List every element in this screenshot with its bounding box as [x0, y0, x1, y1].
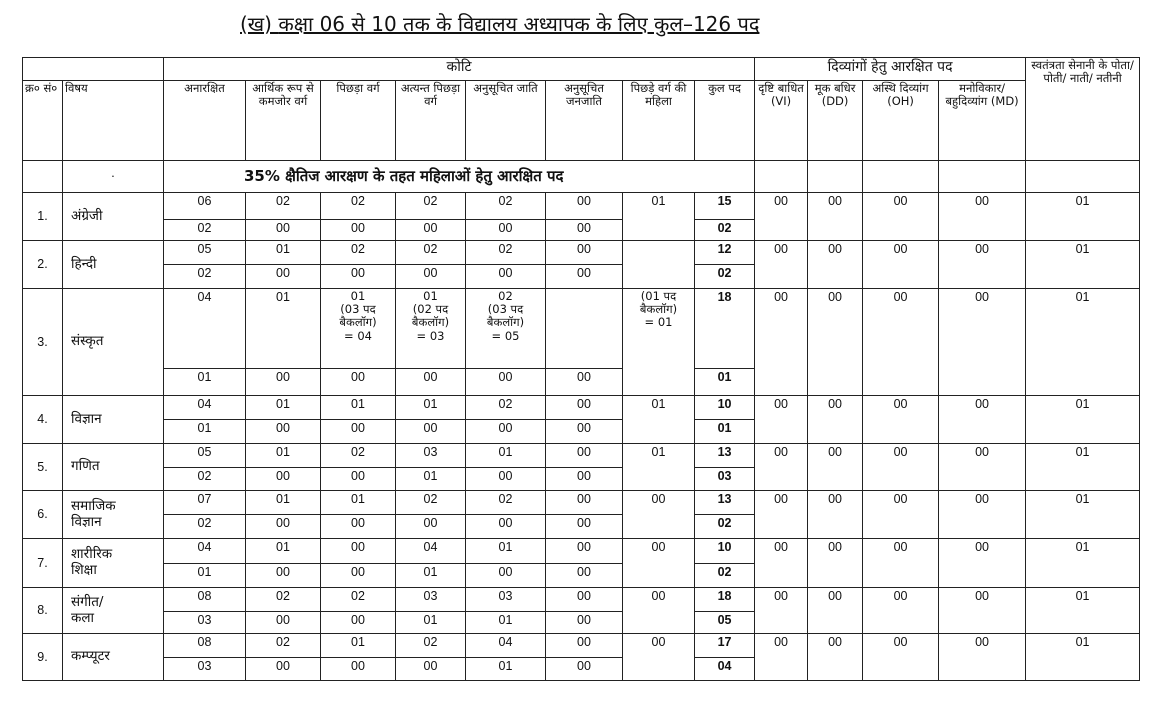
- total-women-posts: 03: [695, 468, 755, 491]
- st-posts: 00: [546, 241, 623, 265]
- oh-posts: 00: [863, 634, 939, 681]
- subject-name: गणित: [63, 444, 164, 491]
- ebc-women-posts: 01: [396, 564, 466, 588]
- md-header: मनोविकार/ बहुदिव्यांग (MD): [939, 81, 1026, 161]
- ebc-posts: 01 (02 पद बैकलॉग) = 03: [396, 289, 466, 369]
- md-posts: 00: [939, 634, 1026, 681]
- unreserved-women-posts: 01: [164, 369, 246, 396]
- total-women-posts: 01: [695, 369, 755, 396]
- sc-posts: 01: [466, 539, 546, 564]
- total-women-posts: 04: [695, 658, 755, 681]
- bc-women-posts: (01 पद बैकलॉग) = 01: [623, 289, 695, 396]
- table-row: [23, 588, 1140, 612]
- bc-women-posts: 00: [623, 588, 695, 634]
- st-posts: 00: [546, 193, 623, 220]
- md-posts: 00: [939, 241, 1026, 289]
- total-women-posts: 02: [695, 220, 755, 241]
- disability-group-header: दिव्यांगों हेतु आरक्षित पद: [755, 58, 1026, 81]
- unreserved-posts: 04: [164, 539, 246, 564]
- serial-number: 9.: [23, 634, 63, 681]
- vi-posts: 00: [755, 491, 808, 539]
- oh-posts: 00: [863, 241, 939, 289]
- category-group-header: कोटि: [164, 58, 755, 81]
- dd-posts: 00: [808, 289, 863, 396]
- total-posts: 18: [695, 289, 755, 369]
- dd-posts: 00: [808, 193, 863, 241]
- bc-women-posts: 00: [623, 634, 695, 681]
- st-posts: 00: [546, 634, 623, 658]
- oh-posts: 00: [863, 396, 939, 444]
- sc-women-posts: 00: [466, 369, 546, 396]
- total-posts: 13: [695, 491, 755, 515]
- ews-women-posts: 00: [246, 564, 321, 588]
- bc-women-posts: 00: [321, 515, 396, 539]
- sc-women-posts: 00: [466, 515, 546, 539]
- ews-women-posts: 00: [246, 369, 321, 396]
- st-women-posts: 00: [546, 220, 623, 241]
- ews-women-posts: 00: [246, 420, 321, 444]
- posts-table: [22, 57, 1140, 681]
- sc-posts: 04: [466, 634, 546, 658]
- freedom-fighter-posts: 01: [1026, 634, 1140, 681]
- st-women-posts: 00: [546, 658, 623, 681]
- ebc-women-posts: 00: [396, 220, 466, 241]
- total-women-posts: 02: [695, 564, 755, 588]
- bc-women-posts: 00: [321, 265, 396, 289]
- serial-number: 7.: [23, 539, 63, 588]
- ebc-posts: 03: [396, 444, 466, 468]
- dd-posts: 00: [808, 491, 863, 539]
- bc-header: पिछड़ा वर्ग: [321, 81, 396, 161]
- ews-women-posts: 00: [246, 658, 321, 681]
- dd-posts: 00: [808, 396, 863, 444]
- dd-posts: 00: [808, 588, 863, 634]
- table-row: [23, 396, 1140, 420]
- subject-name: कम्प्यूटर: [63, 634, 164, 681]
- st-posts: 00: [546, 396, 623, 420]
- st-women-posts: 00: [546, 468, 623, 491]
- md-posts: 00: [939, 396, 1026, 444]
- unreserved-posts: 05: [164, 241, 246, 265]
- ebc-posts: 01: [396, 396, 466, 420]
- freedom-fighter-posts: 01: [1026, 491, 1140, 539]
- women-row-dot: ·: [63, 161, 164, 193]
- subject-name: संगीत/ कला: [63, 588, 164, 634]
- md-posts: 00: [939, 539, 1026, 588]
- dd-posts: 00: [808, 444, 863, 491]
- ews-header: आर्थिक रूप से कमजोर वर्ग: [246, 81, 321, 161]
- title-text: कक्षा 06 से 10 तक के विद्यालय अध्यापक के लिए कुल–126 पद: [278, 12, 760, 36]
- dd-posts: 00: [808, 241, 863, 289]
- ews-posts: 01: [246, 396, 321, 420]
- ews-women-posts: 00: [246, 220, 321, 241]
- blank-header: [23, 58, 164, 81]
- st-women-posts: 00: [546, 564, 623, 588]
- st-women-posts: 00: [546, 369, 623, 396]
- serial-number: 1.: [23, 193, 63, 241]
- freedom-fighter-posts: 01: [1026, 588, 1140, 634]
- total-posts: 10: [695, 396, 755, 420]
- dd-header: मूक बधिर (DD): [808, 81, 863, 161]
- st-header: अनुसूचित जनजाति: [546, 81, 623, 161]
- unreserved-women-posts: 02: [164, 220, 246, 241]
- freedom-fighter-posts: 01: [1026, 396, 1140, 444]
- md-posts: 00: [939, 444, 1026, 491]
- bc-posts: 01: [321, 491, 396, 515]
- serial-number: 4.: [23, 396, 63, 444]
- total-posts: 13: [695, 444, 755, 468]
- sc-women-posts: 00: [466, 420, 546, 444]
- page-title: [240, 10, 759, 37]
- freedom-fighter-posts: 01: [1026, 193, 1140, 241]
- total-women-posts: 02: [695, 265, 755, 289]
- total-posts: 17: [695, 634, 755, 658]
- subject-name: हिन्दी: [63, 241, 164, 289]
- md-posts: 00: [939, 588, 1026, 634]
- dd-posts: 00: [808, 634, 863, 681]
- unreserved-women-posts: 01: [164, 420, 246, 444]
- vi-header: दृष्टि बाधित (VI): [755, 81, 808, 161]
- sc-women-posts: 01: [466, 612, 546, 634]
- st-posts: [546, 289, 623, 369]
- vi-posts: 00: [755, 241, 808, 289]
- ebc-posts: 02: [396, 241, 466, 265]
- st-women-posts: 00: [546, 612, 623, 634]
- subject-name: विज्ञान: [63, 396, 164, 444]
- sc-posts: 02: [466, 241, 546, 265]
- ews-posts: 01: [246, 539, 321, 564]
- md-posts: 00: [939, 289, 1026, 396]
- serial-number: 5.: [23, 444, 63, 491]
- freedom-fighter-posts: 01: [1026, 539, 1140, 588]
- table-body: [23, 193, 1140, 681]
- unreserved-posts: 04: [164, 396, 246, 420]
- st-posts: 00: [546, 491, 623, 515]
- sc-women-posts: 01: [466, 658, 546, 681]
- bc-women-posts: 00: [623, 491, 695, 539]
- unreserved-women-posts: 01: [164, 564, 246, 588]
- subject-name: शारीरिक शिक्षा: [63, 539, 164, 588]
- women-row-md: [939, 161, 1026, 193]
- table-row: [23, 193, 1140, 220]
- ebc-women-posts: 01: [396, 612, 466, 634]
- unreserved-posts: 05: [164, 444, 246, 468]
- sc-posts: 01: [466, 444, 546, 468]
- vi-posts: 00: [755, 588, 808, 634]
- ews-posts: 02: [246, 588, 321, 612]
- freedom-fighter-header: स्वतंत्रता सेनानी के पोता/ पोती/ नाती/ नतीनी: [1026, 58, 1140, 161]
- total-posts: 10: [695, 539, 755, 564]
- unreserved-header: अनारक्षित: [164, 81, 246, 161]
- oh-posts: 00: [863, 289, 939, 396]
- bc-posts: 01 (03 पद बैकलॉग) = 04: [321, 289, 396, 369]
- serial-number: 3.: [23, 289, 63, 396]
- bc-posts: 02: [321, 444, 396, 468]
- bc-women-posts: 00: [321, 220, 396, 241]
- unreserved-women-posts: 03: [164, 612, 246, 634]
- freedom-fighter-posts: 01: [1026, 444, 1140, 491]
- women-row-serial: [23, 161, 63, 193]
- bc-women-posts: 01: [623, 193, 695, 241]
- sc-women-posts: 00: [466, 468, 546, 491]
- total-women-posts: 05: [695, 612, 755, 634]
- unreserved-posts: 08: [164, 634, 246, 658]
- bc-posts: 02: [321, 241, 396, 265]
- bc-women-posts: [623, 241, 695, 289]
- serial-number: 8.: [23, 588, 63, 634]
- ews-women-posts: 00: [246, 468, 321, 491]
- ews-posts: 01: [246, 444, 321, 468]
- bc-women-posts: 00: [321, 420, 396, 444]
- total-posts: 15: [695, 193, 755, 220]
- sc-posts: 02: [466, 491, 546, 515]
- oh-posts: 00: [863, 588, 939, 634]
- vi-posts: 00: [755, 539, 808, 588]
- oh-posts: 00: [863, 444, 939, 491]
- bc-women-posts: 00: [321, 369, 396, 396]
- sc-posts: 03: [466, 588, 546, 612]
- ebc-posts: 02: [396, 193, 466, 220]
- bc-women-posts: 01: [623, 396, 695, 444]
- ews-posts: 02: [246, 193, 321, 220]
- ebc-posts: 03: [396, 588, 466, 612]
- ews-women-posts: 00: [246, 265, 321, 289]
- ebc-women-posts: 00: [396, 658, 466, 681]
- bc-posts: 02: [321, 193, 396, 220]
- sc-header: अनुसूचित जाति: [466, 81, 546, 161]
- ews-posts: 01: [246, 289, 321, 369]
- ews-women-posts: 00: [246, 612, 321, 634]
- st-posts: 00: [546, 539, 623, 564]
- unreserved-women-posts: 02: [164, 515, 246, 539]
- sc-posts: 02: [466, 193, 546, 220]
- total-posts: 12: [695, 241, 755, 265]
- ebc-women-posts: 00: [396, 265, 466, 289]
- unreserved-women-posts: 02: [164, 265, 246, 289]
- sc-women-posts: 00: [466, 220, 546, 241]
- st-posts: 00: [546, 588, 623, 612]
- total-women-posts: 02: [695, 515, 755, 539]
- serial-number: 6.: [23, 491, 63, 539]
- ebc-women-posts: 00: [396, 369, 466, 396]
- ebc-posts: 04: [396, 539, 466, 564]
- table-row: [23, 491, 1140, 515]
- subject-name: संस्कृत: [63, 289, 164, 396]
- total-posts: 18: [695, 588, 755, 612]
- bc-posts: 02: [321, 588, 396, 612]
- subject-name: अंग्रेजी: [63, 193, 164, 241]
- ews-posts: 01: [246, 491, 321, 515]
- ebc-posts: 02: [396, 491, 466, 515]
- unreserved-women-posts: 03: [164, 658, 246, 681]
- dd-posts: 00: [808, 539, 863, 588]
- vi-posts: 00: [755, 289, 808, 396]
- serial-number: 2.: [23, 241, 63, 289]
- ebc-posts: 02: [396, 634, 466, 658]
- women-reservation-note: 35% क्षैतिज आरक्षण के तहत महिलाओं हेतु आरक्षित पद: [164, 161, 755, 193]
- table-row: [23, 634, 1140, 658]
- ebc-women-posts: 01: [396, 468, 466, 491]
- st-women-posts: 00: [546, 420, 623, 444]
- women-row-ff: [1026, 161, 1140, 193]
- unreserved-posts: 04: [164, 289, 246, 369]
- ews-women-posts: 00: [246, 515, 321, 539]
- total-header: कुल पद: [695, 81, 755, 161]
- oh-posts: 00: [863, 491, 939, 539]
- st-posts: 00: [546, 444, 623, 468]
- vi-posts: 00: [755, 634, 808, 681]
- sc-posts: 02 (03 पद बैकलॉग) = 05: [466, 289, 546, 369]
- unreserved-posts: 07: [164, 491, 246, 515]
- sc-women-posts: 00: [466, 265, 546, 289]
- sc-women-posts: 00: [466, 564, 546, 588]
- table-row: [23, 444, 1140, 468]
- oh-header: अस्थि दिव्यांग (OH): [863, 81, 939, 161]
- title-prefix: (ख): [240, 12, 279, 36]
- sc-posts: 02: [466, 396, 546, 420]
- women-row-oh: [863, 161, 939, 193]
- table-row: [23, 539, 1140, 564]
- vi-posts: 00: [755, 193, 808, 241]
- serial-header: क्र० सं०: [23, 81, 63, 161]
- bc-women-posts: 00: [321, 658, 396, 681]
- ebc-header: अत्यन्त पिछड़ा वर्ग: [396, 81, 466, 161]
- st-women-posts: 00: [546, 265, 623, 289]
- women-row-vi: [755, 161, 808, 193]
- bc-women-posts: 00: [321, 612, 396, 634]
- unreserved-women-posts: 02: [164, 468, 246, 491]
- md-posts: 00: [939, 193, 1026, 241]
- unreserved-posts: 08: [164, 588, 246, 612]
- women-row-dd: [808, 161, 863, 193]
- st-women-posts: 00: [546, 515, 623, 539]
- bc-posts: 01: [321, 634, 396, 658]
- unreserved-posts: 06: [164, 193, 246, 220]
- freedom-fighter-posts: 01: [1026, 289, 1140, 396]
- vi-posts: 00: [755, 396, 808, 444]
- ebc-women-posts: 00: [396, 420, 466, 444]
- ews-posts: 01: [246, 241, 321, 265]
- ews-posts: 02: [246, 634, 321, 658]
- subject-header: विषय: [63, 81, 164, 161]
- ebc-women-posts: 00: [396, 515, 466, 539]
- total-women-posts: 01: [695, 420, 755, 444]
- table-row: [23, 241, 1140, 265]
- bc-women-posts: 00: [321, 468, 396, 491]
- subject-name: समाजिक विज्ञान: [63, 491, 164, 539]
- md-posts: 00: [939, 491, 1026, 539]
- freedom-fighter-posts: 01: [1026, 241, 1140, 289]
- bc-women-posts: 00: [321, 564, 396, 588]
- vi-posts: 00: [755, 444, 808, 491]
- bc-women-posts: 00: [623, 539, 695, 588]
- oh-posts: 00: [863, 193, 939, 241]
- bc-posts: 00: [321, 539, 396, 564]
- bc-women-header: पिछड़े वर्ग की महिला: [623, 81, 695, 161]
- table-row: [23, 289, 1140, 369]
- oh-posts: 00: [863, 539, 939, 588]
- bc-women-posts: 01: [623, 444, 695, 491]
- bc-posts: 01: [321, 396, 396, 420]
